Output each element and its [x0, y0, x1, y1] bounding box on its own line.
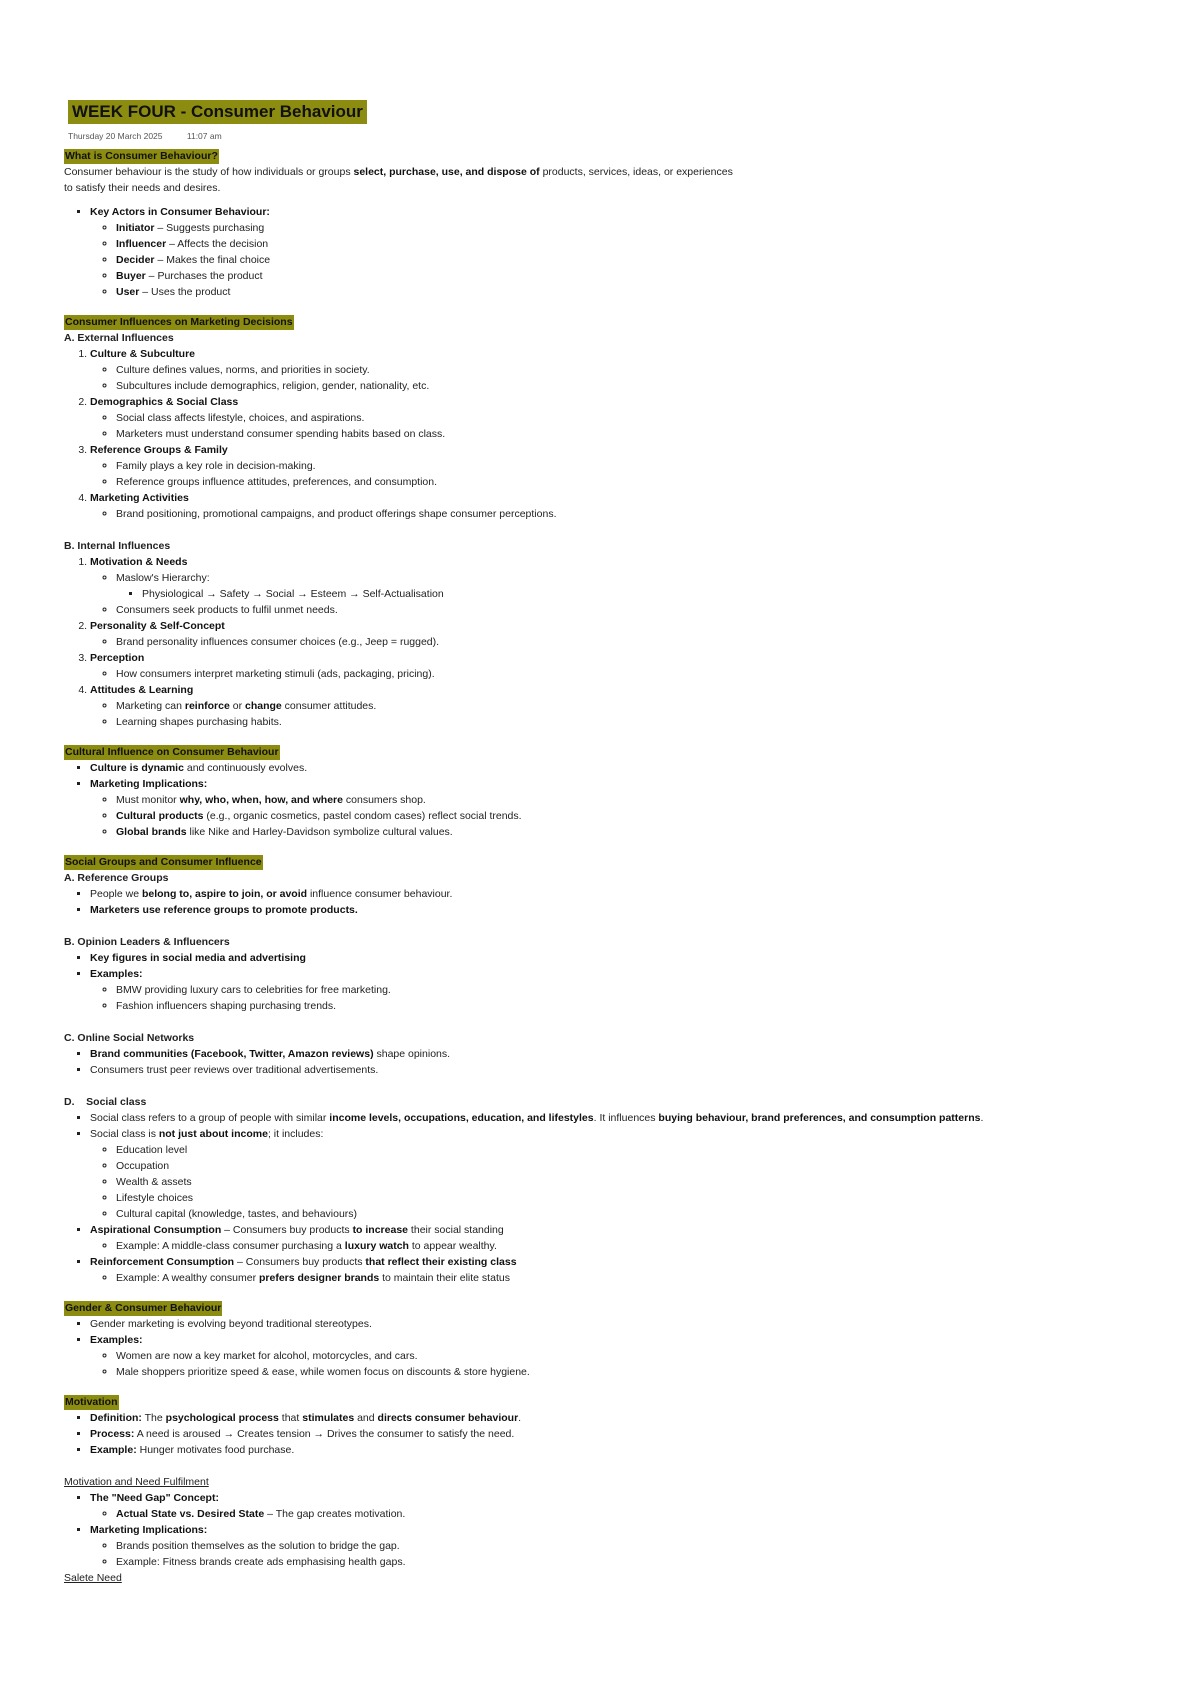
- list-item: ▪ The "Need Gap" Concept: ◦ Actual State vs. Desired State – The gap creates motivation.: [90, 1490, 1144, 1522]
- list-item: ▪ Consumers trust peer reviews over traditional advertisements.: [90, 1062, 1144, 1078]
- section-gender: [64, 1300, 1144, 1380]
- subheading: Salete Need: [64, 1572, 122, 1584]
- note-time: 11:07 am: [186, 131, 222, 141]
- list-item: ◦ Global brands like Nike and Harley-Davidson symbolize cultural values.: [116, 824, 1144, 840]
- list-item: ◦ Cultural capital (knowledge, tastes, and behaviours): [116, 1206, 1144, 1222]
- list-item: ▪ Marketers use reference groups to promote products.: [90, 902, 1144, 918]
- list-item: ▪ Physiological → Safety → Social → Esteem → Self-Actualisation: [142, 586, 1144, 602]
- social-class-list: [64, 1110, 1144, 1286]
- list-item: 4. Attitudes & Learning ◦ Marketing can reinforce or change consumer attitudes. ◦ Learning shapes purchasing habits.: [90, 682, 1144, 730]
- subheading: A. Reference Groups: [64, 872, 169, 884]
- section-heading: Consumer Influences on Marketing Decisions: [65, 316, 293, 328]
- page-title: WEEK FOUR - Consumer Behaviour: [68, 100, 367, 124]
- list-item: ▪ Key figures in social media and advertising: [90, 950, 1144, 966]
- list-item: ▪ Gender marketing is evolving beyond traditional stereotypes.: [90, 1316, 1144, 1332]
- reference-list: [64, 886, 1144, 918]
- list-item: 4. Marketing Activities ◦ Brand positioning, promotional campaigns, and product offerings shape consumer perceptions.: [90, 490, 1144, 522]
- list-item: ▪ Social class is not just about income; it includes: ◦ Education level ◦ Occupation ◦ Wealth & assets ◦ Lifestyle choices ◦ Cultural capital (knowledge, tastes, and behaviours): [90, 1126, 1144, 1222]
- list-item: ◦ Cultural products (e.g., organic cosmetics, pastel condom cases) reflect social trends.: [116, 808, 1144, 824]
- section-heading: Motivation: [65, 1396, 118, 1408]
- list-item: ▪ Key Actors in Consumer Behaviour: ◦ Initiator – Suggests purchasing ◦ Influencer – Affects the decision ◦ Decider – Makes the final choice ◦ Buyer – Purchases the product ◦ User – Uses the product: [90, 204, 1144, 300]
- list-item: ◦ Buyer – Purchases the product: [116, 268, 1144, 284]
- actors-list: [64, 204, 1144, 300]
- list-item: ▪ Examples: ◦ BMW providing luxury cars to celebrities for free marketing. ◦ Fashion influencers shaping purchasing trends.: [90, 966, 1144, 1014]
- list-item: ◦ Brands position themselves as the solution to bridge the gap.: [116, 1538, 1144, 1554]
- list-item: ◦ Learning shapes purchasing habits.: [116, 714, 1144, 730]
- list-item: ◦ Example: A middle-class consumer purchasing a luxury watch to appear wealthy.: [116, 1238, 1144, 1254]
- list-item: ◦ Decider – Makes the final choice: [116, 252, 1144, 268]
- section-heading: Gender & Consumer Behaviour: [65, 1302, 222, 1314]
- cultural-list: [64, 760, 1144, 840]
- list-item: ◦ Education level: [116, 1142, 1144, 1158]
- list-item: ▪ Example: Hunger motivates food purchase.: [90, 1442, 1144, 1458]
- list-item: ◦ Reference groups influence attitudes, preferences, and consumption.: [116, 474, 1144, 490]
- subheading: C. Online Social Networks: [64, 1032, 195, 1044]
- list-item: ▪ Examples: ◦ Women are now a key market for alcohol, motorcycles, and cars. ◦ Male shoppers prioritize speed & ease, while women focus on discounts & store hygiene.: [90, 1332, 1144, 1380]
- subheading: B. Opinion Leaders & Influencers: [64, 936, 230, 948]
- motivation-list: [64, 1410, 1144, 1458]
- subheading: Motivation and Need Fulfilment: [64, 1476, 209, 1488]
- list-item: 3. Perception ◦ How consumers interpret marketing stimuli (ads, packaging, pricing).: [90, 650, 1144, 682]
- list-item: ◦ BMW providing luxury cars to celebrities for free marketing.: [116, 982, 1144, 998]
- list-item: ▪ Definition: The psychological process that stimulates and directs consumer behaviour.: [90, 1410, 1144, 1426]
- list-item: ◦ Culture defines values, norms, and priorities in society.: [116, 362, 1144, 378]
- list-item: ◦ How consumers interpret marketing stimuli (ads, packaging, pricing).: [116, 666, 1144, 682]
- list-item: ▪ Aspirational Consumption – Consumers buy products to increase their social standing ◦ Example: A middle-class consumer purchasing a luxury watch to appear wealthy.: [90, 1222, 1144, 1254]
- list-item: 1. Culture & Subculture ◦ Culture defines values, norms, and priorities in society. ◦ Subcultures include demographics, religion, gender, nationality, etc.: [90, 346, 1144, 394]
- list-item: 3. Reference Groups & Family ◦ Family plays a key role in decision-making. ◦ Reference groups influence attitudes, preferences, and consumption.: [90, 442, 1144, 490]
- external-list: [64, 346, 1144, 522]
- list-item: ▪ Process: A need is aroused → Creates tension → Drives the consumer to satisfy the need.: [90, 1426, 1144, 1442]
- list-item: ◦ Influencer – Affects the decision: [116, 236, 1144, 252]
- section-cultural: [64, 744, 1144, 840]
- internal-list: [64, 554, 1144, 730]
- list-item: ▪ Social class refers to a group of people with similar income levels, occupations, education, and lifestyles. It influences buying behaviour, brand preferences, and consumption patterns.: [90, 1110, 1144, 1126]
- list-item: ◦ Occupation: [116, 1158, 1144, 1174]
- definition-paragraph-cont: to satisfy their needs and desires.: [64, 182, 221, 194]
- list-item: ◦ Must monitor why, who, when, how, and where consumers shop.: [116, 792, 1144, 808]
- list-item: ◦ Brand positioning, promotional campaigns, and product offerings shape consumer perceptions.: [116, 506, 1144, 522]
- list-item: ▪ Marketing Implications: ◦ Must monitor why, who, when, how, and where consumers shop. ◦ Cultural products (e.g., organic cosmetics, pastel condom cases) reflect social trends. ◦ Global brands like Nike and Harley-Davidson symbolize cultural values.: [90, 776, 1144, 840]
- online-list: [64, 1046, 1144, 1078]
- note-page: [64, 100, 1144, 1586]
- list-item: ◦ Maslow's Hierarchy: ▪ Physiological → Safety → Social → Esteem → Self-Actualisation: [116, 570, 1144, 602]
- list-item: ▪ Brand communities (Facebook, Twitter, Amazon reviews) shape opinions.: [90, 1046, 1144, 1062]
- list-item: ◦ Social class affects lifestyle, choices, and aspirations.: [116, 410, 1144, 426]
- section-heading: Cultural Influence on Consumer Behaviour: [65, 746, 279, 758]
- list-item: ◦ Example: Fitness brands create ads emphasising health gaps.: [116, 1554, 1144, 1570]
- list-item: ◦ Initiator – Suggests purchasing: [116, 220, 1144, 236]
- list-item: ◦ Fashion influencers shaping purchasing trends.: [116, 998, 1144, 1014]
- subheading: A. External Influences: [64, 332, 174, 344]
- subheading: D. Social class: [64, 1096, 147, 1108]
- list-item: ◦ Actual State vs. Desired State – The gap creates motivation.: [116, 1506, 1144, 1522]
- definition-paragraph: Consumer behaviour is the study of how individuals or groups select, purchase, use, and dispose of products, services, ideas, or experiences: [64, 166, 733, 178]
- section-influences: [64, 314, 1144, 730]
- list-item: ▪ Reinforcement Consumption – Consumers buy products that reflect their existing class ◦ Example: A wealthy consumer prefers designer brands to maintain their elite status: [90, 1254, 1144, 1286]
- list-item: ◦ Brand personality influences consumer choices (e.g., Jeep = rugged).: [116, 634, 1144, 650]
- list-item: ▪ Marketing Implications: ◦ Brands position themselves as the solution to bridge the gap. ◦ Example: Fitness brands create ads emphasising health gaps.: [90, 1522, 1144, 1570]
- section-motivation: [64, 1394, 1144, 1586]
- list-item: ◦ Marketers must understand consumer spending habits based on class.: [116, 426, 1144, 442]
- list-item: 2. Demographics & Social Class ◦ Social class affects lifestyle, choices, and aspirations. ◦ Marketers must understand consumer spending habits based on class.: [90, 394, 1144, 442]
- gender-list: [64, 1316, 1144, 1380]
- subheading: B. Internal Influences: [64, 540, 171, 552]
- list-item: ◦ Subcultures include demographics, religion, gender, nationality, etc.: [116, 378, 1144, 394]
- note-date: Thursday 20 March 2025: [68, 131, 163, 141]
- section-heading: Social Groups and Consumer Influence: [65, 856, 262, 868]
- list-item: ◦ Example: A wealthy consumer prefers designer brands to maintain their elite status: [116, 1270, 1144, 1286]
- list-item: 1. Motivation & Needs ◦ Maslow's Hierarchy: ▪ Physiological → Safety → Social → Esteem → Self-Actualisation ◦ Consumers seek products to fulfil unmet needs.: [90, 554, 1144, 618]
- list-item: ◦ Lifestyle choices: [116, 1190, 1144, 1206]
- list-item: ◦ Women are now a key market for alcohol, motorcycles, and cars.: [116, 1348, 1144, 1364]
- list-item: ◦ Male shoppers prioritize speed & ease, while women focus on discounts & store hygiene.: [116, 1364, 1144, 1380]
- list-item: ◦ Consumers seek products to fulfil unmet needs.: [116, 602, 1144, 618]
- list-item: ◦ Marketing can reinforce or change consumer attitudes.: [116, 698, 1144, 714]
- opinion-list: [64, 950, 1144, 1014]
- list-item: 2. Personality & Self-Concept ◦ Brand personality influences consumer choices (e.g., Jeep = rugged).: [90, 618, 1144, 650]
- section-heading: What is Consumer Behaviour?: [65, 150, 218, 162]
- list-item: ▪ People we belong to, aspire to join, or avoid influence consumer behaviour.: [90, 886, 1144, 902]
- timestamp: [68, 130, 1144, 142]
- list-item: ◦ Family plays a key role in decision-making.: [116, 458, 1144, 474]
- list-item: ▪ Culture is dynamic and continuously evolves.: [90, 760, 1144, 776]
- list-item: ◦ User – Uses the product: [116, 284, 1144, 300]
- list-item: ◦ Wealth & assets: [116, 1174, 1144, 1190]
- section-social: [64, 854, 1144, 1286]
- need-list: [64, 1490, 1144, 1570]
- section-what-is: [64, 148, 1144, 300]
